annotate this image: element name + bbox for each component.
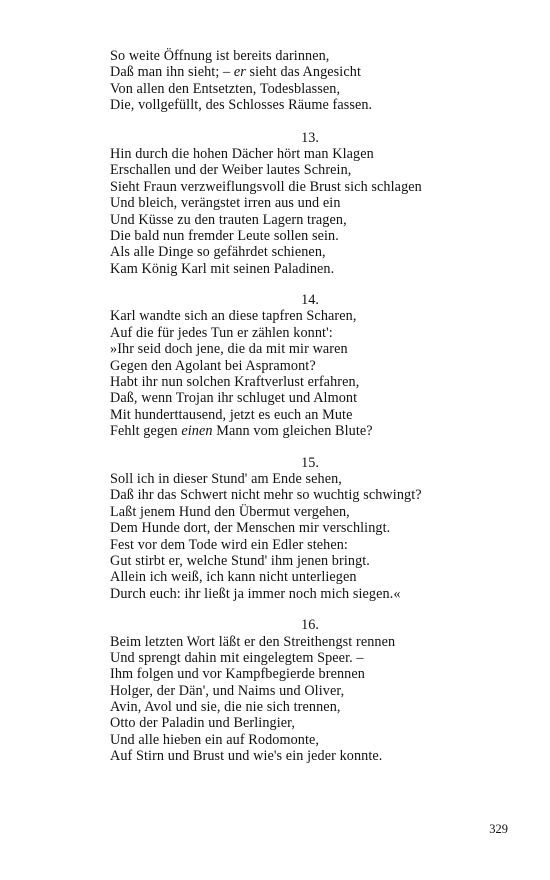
verse-line: Daß ihr das Schwert nicht mehr so wuchtig schwingt?: [110, 487, 422, 504]
stanza-12-end: [110, 48, 510, 114]
verse-line: Soll ich in dieser Stund' am Ende sehen,: [110, 470, 342, 487]
verse-line: Sieht Fraun verzweiflungsvoll die Brust sich schlagen: [110, 178, 422, 195]
verse-line: Ihm folgen und vor Kampfbegierde brennen: [110, 666, 365, 683]
verse-line: Gegen den Agolant bei Aspramont?: [110, 357, 316, 374]
verse-line: Und alle hieben ein auf Rodomonte,: [110, 731, 320, 748]
stanza-13: [110, 130, 510, 278]
verse-line: Die, vollgefüllt, des Schlosses Räume fassen.: [110, 97, 373, 114]
verse-line: Auf die für jedes Tun er zählen konnt':: [110, 324, 333, 341]
stanza-15: [110, 455, 510, 603]
poem-text: [110, 48, 510, 765]
verse-line: Laßt jenem Hund den Übermut vergehen,: [110, 503, 350, 520]
verse-line: Und bleich, verängstet irren aus und ein: [110, 195, 341, 212]
verse-line: »Ihr seid doch jene, die da mit mir waren: [110, 341, 348, 358]
stanza-16: [110, 617, 510, 765]
verse-line: Und Küsse zu den trauten Lagern tragen,: [110, 211, 347, 228]
verse-line: Holger, der Dän', und Naims und Oliver,: [110, 682, 345, 699]
verse-line: So weite Öffnung ist bereits darinnen,: [110, 48, 330, 64]
verse-line: Als alle Dinge so gefährdet schienen,: [110, 244, 326, 261]
verse-line: Gut stirbt er, welche Stund' ihm jenen bringt.: [110, 552, 370, 569]
verse-line: Und sprengt dahin mit eingelegtem Speer. –: [110, 649, 364, 666]
verse-line: Dem Hunde dort, der Menschen mir verschlingt.: [110, 520, 391, 537]
verse-line: Karl wandte sich an diese tapfren Scharen,: [110, 308, 357, 325]
stanza-number: 15.: [301, 454, 319, 471]
verse-line: Fehlt gegen einen Mann vom gleichen Blute?: [110, 423, 373, 440]
stanza-number: 16.: [301, 617, 319, 634]
verse-line: Auf Stirn und Brust und wie's ein jeder konnte.: [110, 748, 383, 765]
stanza-number: 13.: [301, 129, 319, 146]
verse-line: Hin durch die hohen Dächer hört man Klagen: [110, 145, 374, 162]
verse-line: Daß man ihn sieht; – er sieht das Angesicht: [110, 64, 361, 81]
verse-line: Erschallen und der Weiber lautes Schrein,: [110, 162, 352, 179]
verse-line: Durch euch: ihr ließt ja immer noch mich siegen.«: [110, 585, 401, 602]
page-number: 329: [489, 822, 508, 836]
verse-line: Von allen den Entsetzten, Todesblassen,: [110, 80, 341, 97]
verse-line: Beim letzten Wort läßt er den Streithengst rennen: [110, 633, 396, 650]
verse-line: Otto der Paladin und Berlingier,: [110, 715, 296, 732]
verse-line: Habt ihr nun solchen Kraftverlust erfahren,: [110, 374, 360, 391]
stanza-gap: [110, 440, 510, 455]
verse-line: Mit hunderttausend, jetzt es euch an Mute: [110, 406, 353, 423]
verse-line: Avin, Avol und sie, die nie sich trennen,: [110, 699, 341, 716]
verse-line: Kam König Karl mit seinen Paladinen.: [110, 260, 335, 277]
stanza-gap: [110, 277, 510, 292]
stanza-number: 14.: [301, 292, 319, 309]
stanza-14: [110, 292, 510, 440]
verse-line: Fest vor dem Tode wird ein Edler stehen:: [110, 536, 348, 553]
verse-line: Daß, wenn Trojan ihr schluget und Almont: [110, 390, 358, 407]
verse-line: Allein ich weiß, ich kann nicht unterliegen: [110, 569, 357, 586]
verse-line: Die bald nun fremder Leute sollen sein.: [110, 227, 339, 244]
stanza-gap: [110, 602, 510, 617]
